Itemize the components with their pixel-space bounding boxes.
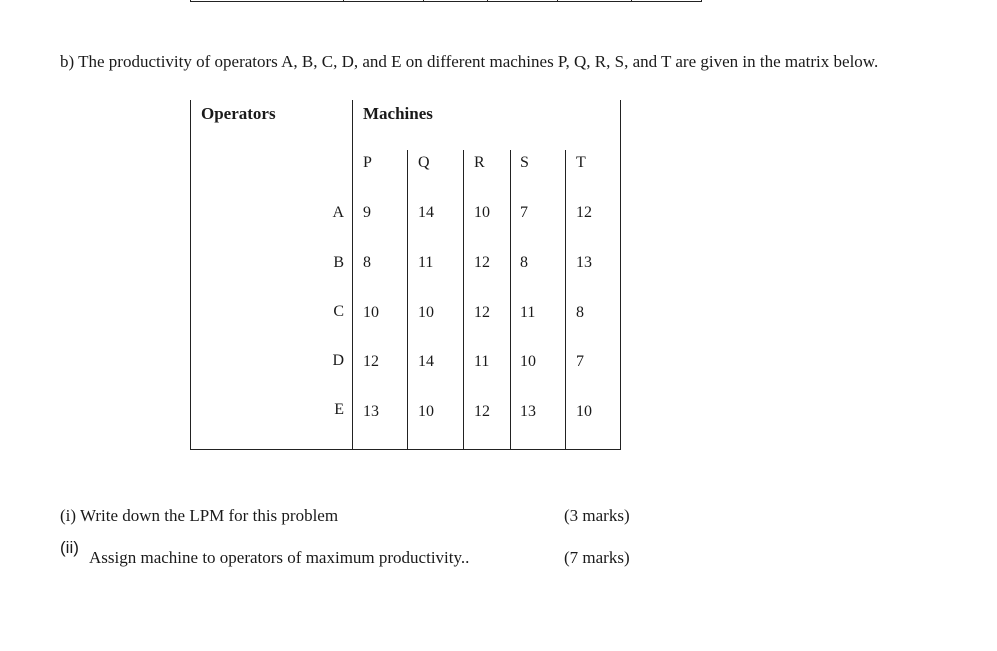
row-label-b: B: [333, 254, 344, 271]
row-label-a: A: [332, 204, 344, 221]
question-i-marks: (3 marks): [564, 506, 630, 525]
question-ii-label: (ii): [60, 538, 79, 557]
row-label-e: E: [334, 401, 344, 418]
machines-header: Machines: [363, 104, 433, 123]
column-header-t: T: [576, 154, 586, 171]
table-cell: 12: [474, 254, 490, 271]
table-cell: 10: [520, 353, 536, 370]
table-cell: 13: [576, 254, 592, 271]
table-cell: 11: [418, 254, 434, 271]
table-cell: 12: [363, 353, 379, 370]
table-cell: 12: [576, 204, 592, 221]
question-i-label: (i): [60, 506, 77, 525]
question-i-text: Write down the LPM for this problem: [80, 506, 339, 525]
question-intro: b) The productivity of operators A, B, C, D, and E on different machines P, Q, R, S, and T are given in the matrix below.: [60, 52, 879, 71]
table-cell: 10: [418, 304, 434, 321]
table-cell: 7: [576, 353, 584, 370]
column-header-q: Q: [418, 154, 430, 171]
table-cell: 10: [363, 304, 379, 321]
column-header-s: S: [520, 154, 529, 171]
table-cell: 13: [520, 403, 536, 420]
row-label-d: D: [332, 352, 344, 369]
table-cell: 8: [363, 254, 371, 271]
table-cell: 11: [520, 304, 536, 321]
table-cell: 7: [520, 204, 528, 221]
operators-header: Operators: [201, 104, 276, 123]
table-cell: 12: [474, 304, 490, 321]
column-header-p: P: [363, 154, 372, 171]
row-label-c: C: [333, 303, 344, 320]
table-cell: 8: [520, 254, 528, 271]
table-cell: 14: [418, 353, 434, 370]
question-ii-marks: (7 marks): [564, 548, 630, 567]
table-cell: 13: [363, 403, 379, 420]
table-cell: 11: [474, 353, 490, 370]
question-ii-text: Assign machine to operators of maximum productivity..: [89, 548, 470, 567]
table-cell: 8: [576, 304, 584, 321]
table-cell: 10: [576, 403, 592, 420]
table-cell: 10: [474, 204, 490, 221]
table-cell: 12: [474, 403, 490, 420]
table-cell: 14: [418, 204, 434, 221]
table-cell: 10: [418, 403, 434, 420]
column-header-r: R: [474, 154, 485, 171]
question-i: [60, 506, 338, 526]
table-cell: 9: [363, 204, 371, 221]
